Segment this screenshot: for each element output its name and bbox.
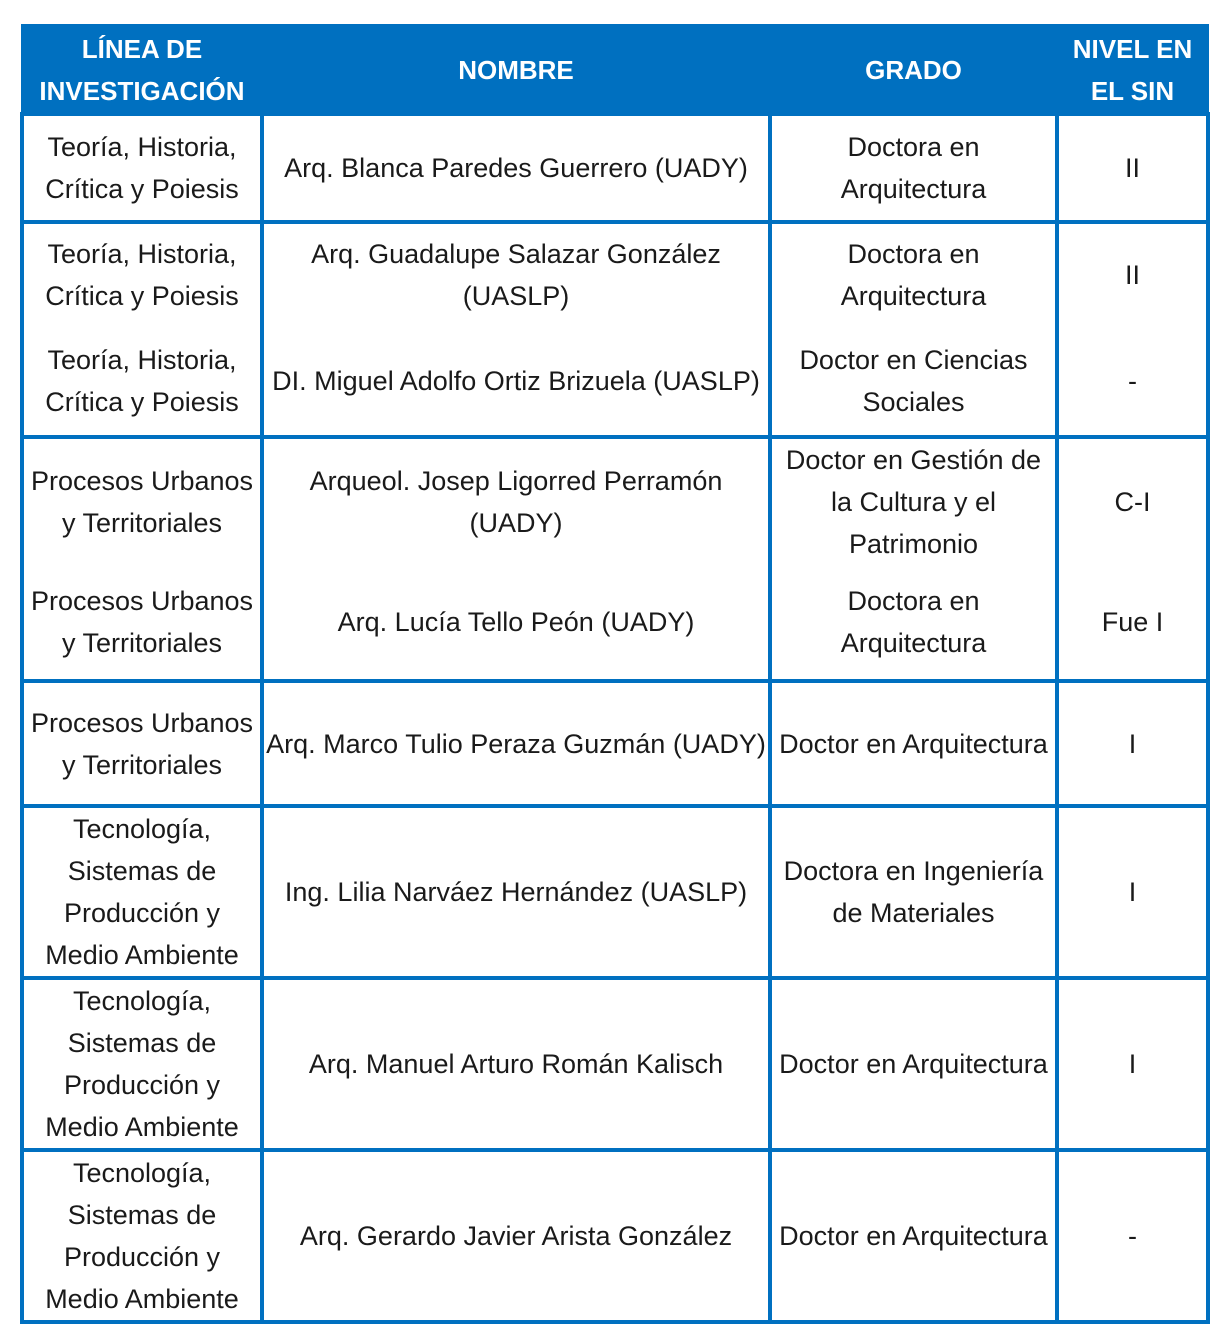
cell-nombre: Arq. Gerardo Javier Arista González: [262, 1150, 770, 1322]
cell-nivel: -: [1057, 326, 1208, 437]
cell-nivel: -: [1057, 1150, 1208, 1322]
header-row: [22, 26, 1208, 114]
header-nivel: NIVEL EN EL SIN: [1057, 26, 1208, 114]
header-nombre: NOMBRE: [262, 26, 770, 114]
table-row: [22, 114, 1208, 222]
table-row: [22, 806, 1208, 978]
cell-linea: Procesos Urbanos y Territoriales: [22, 437, 262, 565]
cell-grado: Doctor en Arquitectura: [770, 978, 1057, 1150]
table-row: [22, 978, 1208, 1150]
header-grado: GRADO: [770, 26, 1057, 114]
cell-nombre: Arqueol. Josep Ligorred Perramón (UADY): [262, 437, 770, 565]
cell-grado: Doctora en Arquitectura: [770, 565, 1057, 681]
cell-nombre: Arq. Marco Tulio Peraza Guzmán (UADY): [262, 681, 770, 806]
cell-nivel: II: [1057, 114, 1208, 222]
table-row: [22, 222, 1208, 326]
cell-linea: Teoría, Historia, Crítica y Poiesis: [22, 114, 262, 222]
table-row: [22, 326, 1208, 437]
cell-grado: Doctor en Gestión de la Cultura y el Patrimonio: [770, 437, 1057, 565]
table-header: [22, 26, 1208, 114]
cell-linea: Teoría, Historia, Crítica y Poiesis: [22, 326, 262, 437]
cell-nivel: I: [1057, 978, 1208, 1150]
cell-nivel: I: [1057, 681, 1208, 806]
cell-linea: Teoría, Historia, Crítica y Poiesis: [22, 222, 262, 326]
researchers-table: [20, 24, 1210, 1324]
cell-grado: Doctora en Ingeniería de Materiales: [770, 806, 1057, 978]
table-body: [22, 114, 1208, 1322]
cell-linea: Tecnología, Sistemas de Producción y Medio Ambiente: [22, 1150, 262, 1322]
cell-nivel: C-I: [1057, 437, 1208, 565]
cell-nivel: II: [1057, 222, 1208, 326]
cell-grado: Doctora en Arquitectura: [770, 222, 1057, 326]
cell-nombre: DI. Miguel Adolfo Ortiz Brizuela (UASLP): [262, 326, 770, 437]
table-row: [22, 681, 1208, 806]
header-linea: LÍNEA DE INVESTIGACIÓN: [22, 26, 262, 114]
cell-linea: Procesos Urbanos y Territoriales: [22, 565, 262, 681]
cell-grado: Doctor en Arquitectura: [770, 1150, 1057, 1322]
cell-nombre: Arq. Manuel Arturo Román Kalisch: [262, 978, 770, 1150]
table-row: [22, 1150, 1208, 1322]
cell-grado: Doctor en Ciencias Sociales: [770, 326, 1057, 437]
cell-grado: Doctora en Arquitectura: [770, 114, 1057, 222]
cell-linea: Procesos Urbanos y Territoriales: [22, 681, 262, 806]
cell-linea: Tecnología, Sistemas de Producción y Medio Ambiente: [22, 978, 262, 1150]
cell-nombre: Arq. Blanca Paredes Guerrero (UADY): [262, 114, 770, 222]
cell-grado: Doctor en Arquitectura: [770, 681, 1057, 806]
table-row: [22, 565, 1208, 681]
cell-linea: Tecnología, Sistemas de Producción y Medio Ambiente: [22, 806, 262, 978]
researchers-table-container: [20, 24, 1206, 1314]
table-row: [22, 437, 1208, 565]
cell-nivel: I: [1057, 806, 1208, 978]
cell-nombre: Arq. Lucía Tello Peón (UADY): [262, 565, 770, 681]
cell-nombre: Arq. Guadalupe Salazar González (UASLP): [262, 222, 770, 326]
cell-nivel: Fue I: [1057, 565, 1208, 681]
cell-nombre: Ing. Lilia Narváez Hernández (UASLP): [262, 806, 770, 978]
